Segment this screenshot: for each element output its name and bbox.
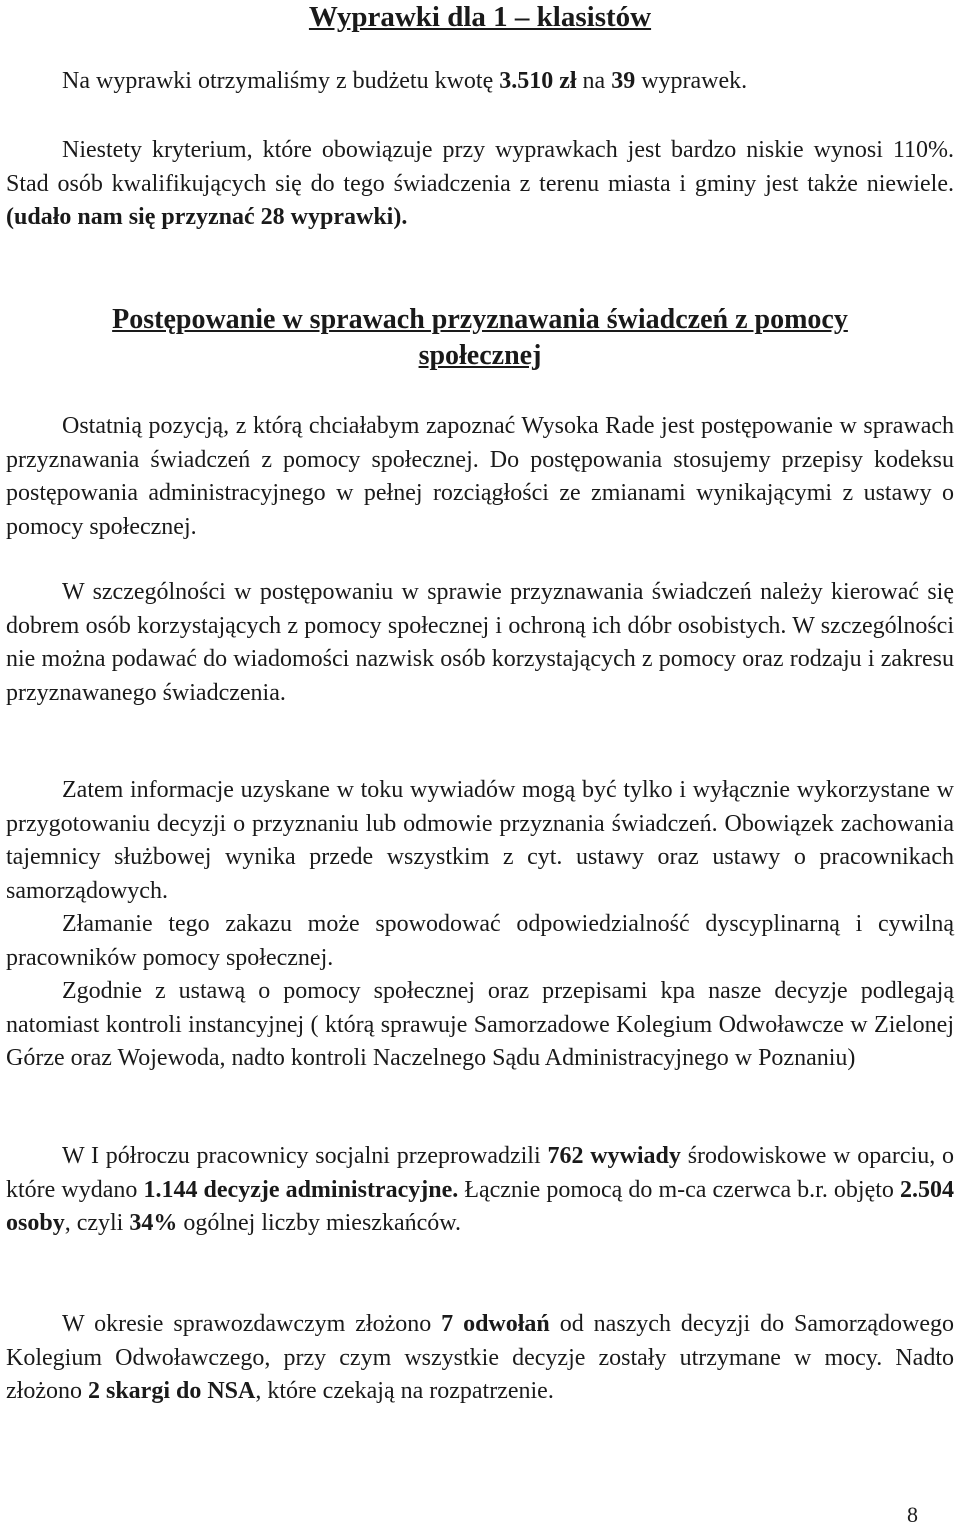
paragraph-confidentiality: Zatem informacje uzyskane w toku wywiadów mogą być tylko i wyłącznie wykorzystane w przygotowaniu decyzji o przyznaniu lub odmowie przyznania świadczeń. Obowiązek zachowania tajemnicy służbowej wynika przede wszystkim z cyt. ustawy oraz ustawy o pracownikach samorządowych. (6, 777, 954, 904)
percent-bold: 34% (129, 1210, 178, 1236)
text-span: na (576, 68, 612, 94)
text-span: , czyli (64, 1210, 130, 1236)
amount-bold: 3.510 zł (499, 68, 577, 94)
text-span: środowiskowe w oparciu, o które wydano (6, 1143, 955, 1203)
text-span: od naszych decyzji do Samorządowego Kolegium Odwoławczego, przy czym wszystkie decyzje zostały utrzymane w mocy. Nadto złożono (6, 1311, 955, 1404)
text-span: ogólnej liczby mieszkańców. (177, 1210, 462, 1236)
text-span: , które czekają na rozpatrzenie. (255, 1378, 554, 1404)
paragraph-wyprawki-amount (6, 65, 954, 99)
text-span: W okresie sprawozdawczym złożono (62, 1311, 442, 1337)
paragraph-privacy: W szczególności w postępowaniu w sprawie przyznawania świadczeń należy kierować się dobrem osób korzystających z pomocy społecznej i ochroną ich dóbr osobistych. W szczególności nie można podawać do wiadomości nazwisk osób korzystających z pomocy oraz rodzaju i zakresu przyznawanego świadczenia. (6, 579, 954, 706)
text-span: wyprawek. (635, 68, 748, 94)
text-span: Niestety kryterium, które obowiązuje przy wyprawkach jest bardzo niskie wynosi 110%. Stad osób kwalifikujących się do tego świadczenia z terenu miasta i gminy jest także niewiele. (6, 137, 954, 197)
heading-line-1: Postępowanie w sprawach przyznawania świadczeń z pomocy (112, 304, 848, 335)
page-number: 8 (907, 1502, 918, 1527)
paragraph-control: Zgodnie z ustawą o pomocy społecznej oraz przepisami kpa nasze decyzje podlegają natomiast kontroli instancyjnej ( którą sprawuje Samorzadowe Kolegium Odwoławcze w Zielonej Górze oraz Wojewoda, nadto kontroli Naczelnego Sądu Administracyjnego w Poznaniu) (6, 978, 954, 1071)
paragraph-statistics (6, 1140, 954, 1241)
page-title: Wyprawki dla 1 – klasistów (308, 1, 652, 33)
decisions-bold: 1.144 decyzje administracyjne. (143, 1176, 459, 1203)
text-span: Na wyprawki otrzymaliśmy z budżetu kwotę (62, 68, 500, 94)
paragraph-liability: Złamanie tego zakazu może spowodować odpowiedzialność dyscyplinarną i cywilną pracowników pomocy społecznej. (6, 911, 954, 971)
persons-bold: 2.504 osoby (6, 1176, 954, 1236)
count-bold: 39 (611, 68, 636, 94)
text-span: W I półroczu pracownicy socjalni przeprowadzili (62, 1143, 548, 1169)
appeals-bold: 7 odwołań (441, 1311, 550, 1337)
paragraph-appeals (6, 1308, 954, 1409)
text-span: Łącznie pomocą do m-ca czerwca b.r. objęto (458, 1176, 900, 1203)
heading-line-2: społecznej (418, 340, 542, 371)
section-heading (0, 302, 960, 374)
paragraph-procedure: Ostatnią pozycją, z którą chciałabym zapoznać Wysoka Rade jest postępowanie w sprawach przyznawania świadczeń z pomocy społecznej. Do postępowania stosujemy przepisy kodeksu postępowania administracyjnego w pełnej rozciągłości ze zmianami wynikającymi z ustawy o pomocy społecznej. (6, 413, 954, 540)
paragraph-criteria (6, 134, 954, 235)
granted-bold: (udało nam się przyznać 28 wyprawki). (6, 204, 408, 230)
complaints-bold: 2 skargi do NSA (87, 1378, 256, 1404)
interviews-bold: 762 wywiady (547, 1143, 681, 1169)
